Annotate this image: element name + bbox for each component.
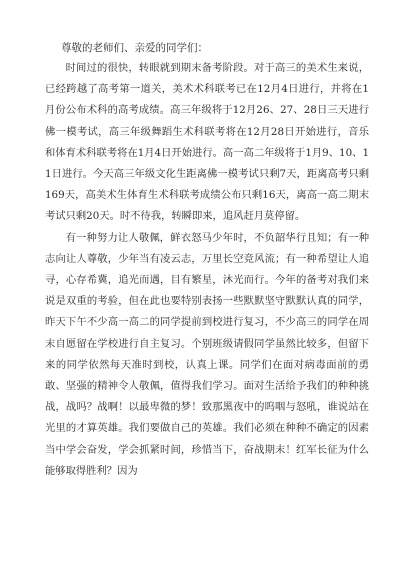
paragraph-exam-schedule: 时间过的很快，转眼就到期末备考阶段。对于高三的美术生来说，已经跨越了高考第一道关，美术术科联考已在12月4日进行，并将在1月份公布术科的高考成绩。高三年级将于12月26、27、28日三天进行佛一模考试，高三年级舞蹈生术科联考将在12月28日开始进行，音乐和体育术科联考将在1月4日开始进行。高一高二年级将于1月9、10、11日进行。今天高三年级文化生距离佛一模考试只剩7天，距离高考只剩169天，高美术生体育生术科联考成绩公布只剩16天，离高一高二期末考试只剩20天。时不待我，转瞬即来，追风赶月莫停留。: [45, 62, 369, 223]
paragraph-encouragement: 有一种努力让人敬佩，鲜衣怒马少年时，不负韶华行且知；有一种志向让人尊敬，少年当有凌云志，万里长空竞风流；有一种希望让人追寻，心存希冀，追光而遇，目有繁星，沐光而行。今年的备考对我们来说是双重的考验，但在此也要特别表扬一些默默坚守默默认真的同学，昨天下午不少高一高二的同学提前到校进行复习，不少高三的同学在周末自愿留在学校进行自主复习。个别班级请假同学虽然比较多，但留下来的同学依然每天准时到校，认真上课。同学们在面对病毒面前的勇敢、坚强的精神令人敬佩，值得我们学习。面对生活给予我们的种种挑战，战吗？战啊！以最卑微的梦！致那黑夜中的呜咽与怒吼，谁说站在光里的才算英雄。我们要做自己的英雄。我们必须在种种不确定的因素当中学会奋发，学会抓紧时间，珍惜当下，奋战期末！红军长征为什么能够取得胜利？因为: [45, 231, 369, 477]
document-body: [45, 38, 369, 482]
salutation: 尊敬的老师们、亲爱的同学们：: [61, 42, 208, 54]
